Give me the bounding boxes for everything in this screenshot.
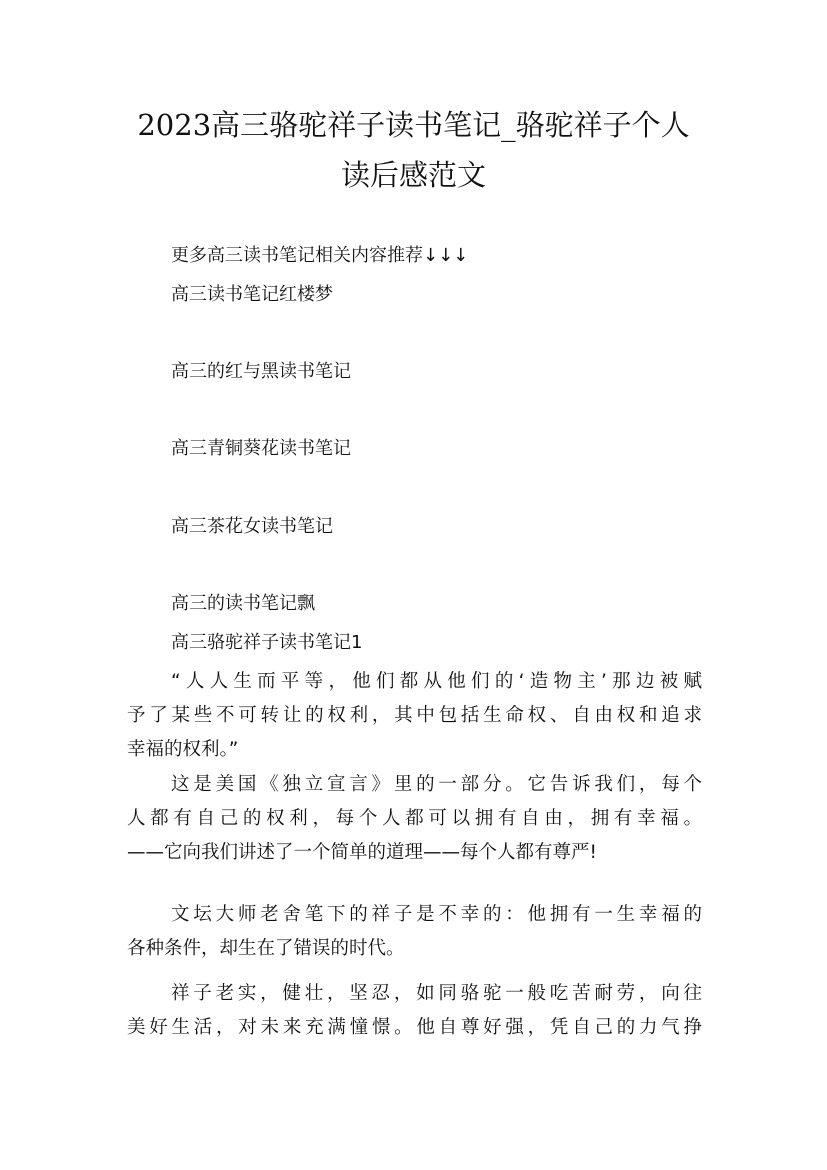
paragraph-1 bbox=[127, 665, 702, 767]
recommend-link-5[interactable]: 高三的读书笔记飘 bbox=[171, 593, 315, 614]
recommend-link-2[interactable]: 高三的红与黑读书笔记 bbox=[171, 361, 351, 382]
paragraph-line: ——它向我们讲述了一个简单的道理——每个人都有尊严! bbox=[127, 842, 597, 863]
paragraph-line: 美好生活，对未来充满憧憬。他自尊好强，凭自己的力气挣 bbox=[127, 1017, 702, 1038]
paragraph-3 bbox=[127, 898, 702, 966]
recommend-link-1[interactable]: 高三读书笔记红楼梦 bbox=[171, 284, 333, 305]
recommend-heading: 更多高三读书笔记相关内容推荐↓↓↓ bbox=[171, 245, 469, 266]
paragraph-line: 予了某些不可转让的权利，其中包括生命权、自由权和追求 bbox=[127, 705, 702, 726]
paragraph-line: 这是美国《独立宣言》里的一部分。它告诉我们，每个 bbox=[171, 774, 702, 795]
paragraph-line: 各种条件，却生在了错误的时代。 bbox=[127, 938, 405, 959]
paragraph-line: 人都有自己的权利，每个人都可以拥有自由，拥有幸福。 bbox=[127, 808, 702, 829]
title-line-1: 2023高三骆驼祥子读书笔记_骆驼祥子个人 bbox=[137, 108, 690, 142]
paragraph-4 bbox=[127, 977, 702, 1045]
title-line-2: 读后感范文 bbox=[340, 158, 486, 192]
paragraph-2 bbox=[127, 768, 702, 870]
document-title bbox=[110, 100, 717, 200]
paragraph-line: 祥子老实，健壮，坚忍，如同骆驼一般吃苦耐劳，向往 bbox=[171, 983, 702, 1004]
recommend-link-4[interactable]: 高三茶花女读书笔记 bbox=[171, 516, 333, 537]
paragraph-line: 幸福的权利。” bbox=[127, 739, 239, 760]
paragraph-line: “人人生而平等，他们都从他们的‘造物主’那边被赋 bbox=[171, 671, 702, 692]
section-heading: 高三骆驼祥子读书笔记1 bbox=[171, 632, 363, 653]
recommend-link-3[interactable]: 高三青铜葵花读书笔记 bbox=[171, 438, 351, 459]
paragraph-line: 文坛大师老舍笔下的祥子是不幸的：他拥有一生幸福的 bbox=[171, 904, 702, 925]
